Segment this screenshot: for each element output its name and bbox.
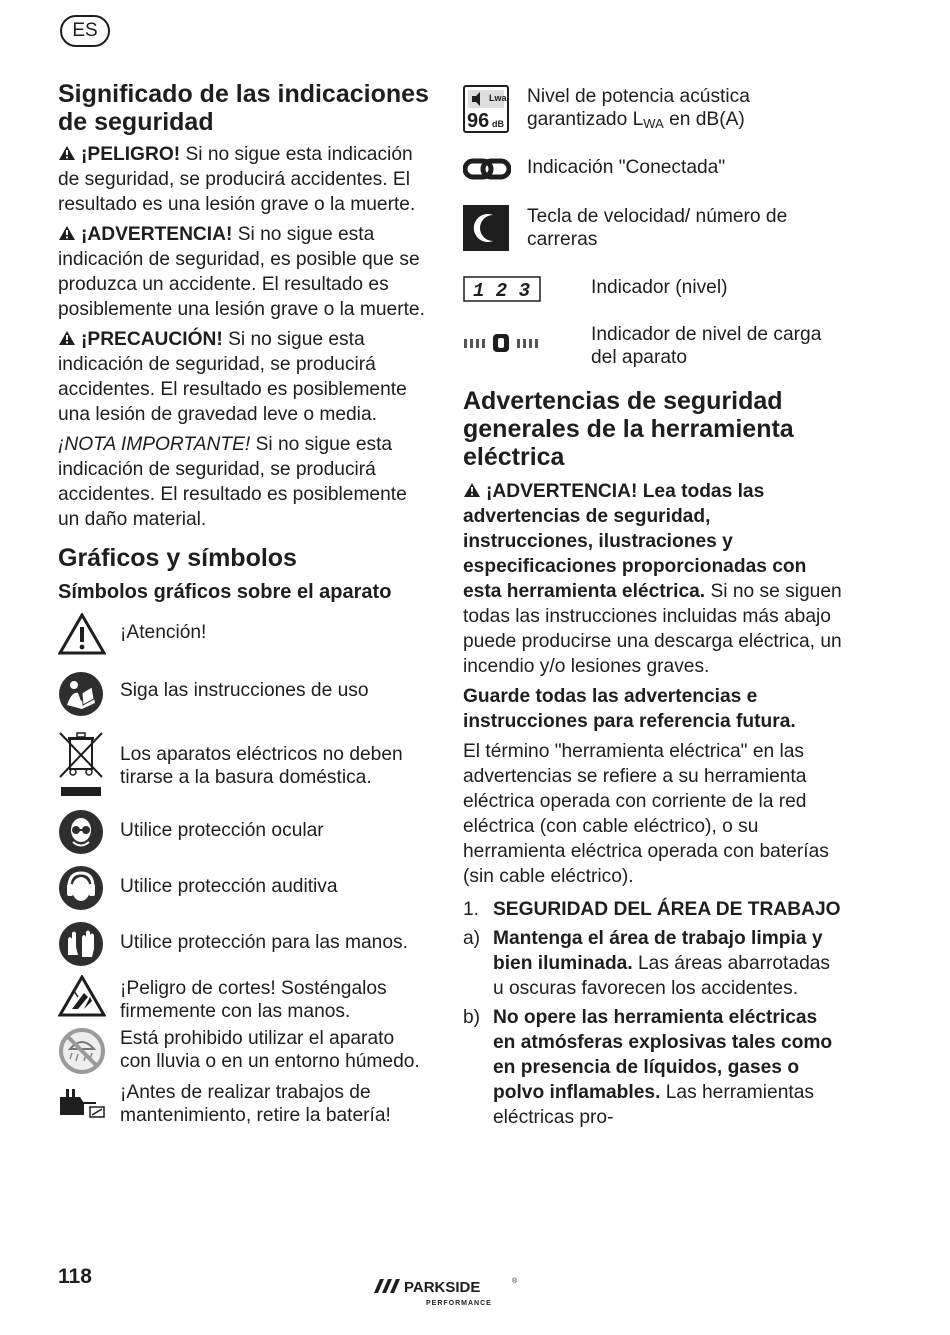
symbol-text: Indicador (nivel): [591, 277, 728, 298]
danger-text: Si no sigue esta indicación de seguridad, se producirá accidentes. El resultado es una lesión grave o la muerte.: [58, 144, 416, 215]
symbol-row-manual: [58, 671, 430, 717]
no-rain-icon: [58, 1027, 106, 1075]
symbol-text: Utilice protección para las manos.: [120, 932, 408, 953]
symbol-row-cut: [58, 975, 430, 1023]
symbol-text: [527, 85, 843, 135]
symbol-row-attention: [58, 613, 430, 655]
list-item: [463, 897, 843, 922]
note-label: ¡NOTA IMPORTANTE!: [58, 434, 251, 455]
sound-unit: dB: [492, 119, 504, 129]
symbol-text: Indicación "Conectada": [527, 157, 726, 178]
term-definition-paragraph: El término "herramienta eléctrica" en las advertencias se refiere a su herramienta eléctrica operada con corriente de la red eléctrica (con cable eléctrico), o su herramienta eléctrica operada con baterías (sin cable eléctrico).: [463, 741, 829, 887]
connected-icon: [463, 156, 511, 182]
caution-text: Si no sigue esta indicación de seguridad, se producirá accidentes. El resultado es posiblemente una lesión de gravedad leve o media.: [58, 329, 407, 425]
symbol-text: Utilice protección auditiva: [120, 876, 338, 897]
keep-instructions-paragraph: Guarde todas las advertencias e instrucciones para referencia futura.: [463, 686, 796, 732]
symbol-text: ¡Antes de realizar trabajos de mantenimiento, retire la batería!: [120, 1082, 391, 1126]
section-title-graphics: Gráficos y símbolos: [58, 544, 297, 572]
read-manual-icon: [58, 671, 104, 717]
symbol-row-battery: [58, 1081, 430, 1127]
caution-paragraph: [58, 327, 430, 427]
symbol-row-hand: [58, 921, 430, 967]
general-warning-label: ¡ADVERTENCIA!: [486, 481, 638, 502]
symbol-text: ¡Atención!: [120, 622, 207, 643]
crossed-bin-icon: [58, 731, 104, 799]
symbol-row-ear: [58, 865, 430, 911]
symbol-row-sound-power: [463, 85, 843, 138]
parkside-logo: [372, 1275, 522, 1316]
item-label: b): [463, 1007, 481, 1028]
logo-sub: PERFORMANCE: [426, 1300, 492, 1307]
list-item: [463, 1005, 843, 1130]
warning-paragraph: [58, 222, 430, 322]
list-item: [463, 926, 843, 1001]
warning-triangle-icon: [58, 225, 76, 241]
sound-text-unit: en dB(A): [663, 109, 745, 130]
logo-brand: PARKSIDE: [404, 1279, 481, 1296]
speed-key-icon: [463, 205, 509, 251]
warning-triangle-icon: [58, 330, 76, 346]
eye-protection-icon: [58, 809, 104, 855]
symbol-row-connected: [463, 156, 843, 187]
note-text: Si no sigue esta indicación de seguridad, se producirá accidentes. El resultado es posiblemente un daño material.: [58, 434, 407, 530]
caution-label: ¡PRECAUCIÓN!: [81, 329, 223, 350]
warning-triangle-icon: [463, 482, 481, 498]
general-warning-bold: Lea todas las advertencias de seguridad, instrucciones, ilustraciones y especificaciones proporcionadas con esta herramienta eléctrica.: [463, 481, 807, 602]
lwa-mark: Lwa: [489, 93, 507, 103]
right-column: [463, 85, 843, 1134]
general-warning-text: Si no se siguen todas las instrucciones incluidas más abajo puede producirse una descarga eléctrica, un incendio y/o lesiones graves.: [463, 581, 842, 677]
warning-text: Si no sigue esta indicación de seguridad, es posible que se produzca un accidente. El resultado es posiblemente una lesión grave o la muerte.: [58, 224, 425, 320]
symbol-text: Está prohibido utilizar el aparato con lluvia o en un entorno húmedo.: [120, 1028, 420, 1072]
danger-paragraph: [58, 142, 430, 217]
safety-items-list: [463, 897, 843, 1130]
symbol-text: Indicador de nivel de carga del aparato: [591, 324, 822, 368]
symbol-text: Los aparatos eléctricos no deben tirarse a la basura doméstica.: [120, 744, 403, 788]
level-digits: 1 2 3: [473, 280, 531, 302]
item-label: 1.: [463, 899, 480, 920]
general-warning-paragraph: [463, 479, 843, 679]
logo-reg: ®: [512, 1278, 518, 1285]
hand-protection-icon: [58, 921, 104, 967]
battery-level-icon: [463, 333, 543, 353]
danger-label: ¡PELIGRO!: [81, 144, 181, 165]
symbol-text: Utilice protección ocular: [120, 820, 324, 841]
sound-subscript: WA: [643, 116, 664, 131]
symbol-text: Siga las instrucciones de uso: [120, 680, 369, 701]
sound-text: Nivel de potencia acústica garantizado L: [527, 86, 750, 130]
symbol-row-speed-key: [463, 205, 843, 256]
item-label: a): [463, 928, 481, 949]
warning-triangle-icon: [58, 145, 76, 161]
symbol-row-battery-level: [463, 323, 843, 369]
symbol-row-eye: [58, 809, 430, 855]
symbol-row-weee: [58, 731, 430, 799]
sound-value: 96: [467, 110, 490, 132]
note-paragraph: [58, 432, 430, 532]
page-number: 118: [58, 1265, 92, 1288]
item-text: Las herramientas eléctricas pro-: [493, 1082, 814, 1128]
symbol-row-rain: [58, 1027, 430, 1075]
left-column: [58, 80, 430, 1135]
attention-triangle-icon: [58, 613, 106, 655]
item-bold: SEGURIDAD DEL ÁREA DE TRABAJO: [493, 899, 841, 920]
section-title-general-warnings: Advertencias de seguridad generales de la herramienta eléctrica: [463, 387, 794, 471]
cut-hazard-icon: [58, 975, 106, 1019]
symbol-text: ¡Peligro de cortes! Sosténgalos firmemente con las manos.: [120, 978, 387, 1022]
symbol-row-level-indicator: [463, 276, 843, 307]
item-text: Las áreas abarrotadas u oscuras favorecen los accidentes.: [493, 953, 830, 999]
remove-battery-icon: [58, 1081, 106, 1121]
language-badge: ES: [60, 15, 110, 47]
warning-label: ¡ADVERTENCIA!: [81, 224, 233, 245]
sound-power-icon: [463, 85, 509, 133]
item-bold: No opere las herramienta eléctricas en atmósferas explosivas tales como en presencia de líquidos, gases o polvo inflamables.: [493, 1007, 833, 1103]
item-bold: Mantenga el área de trabajo limpia y bien iluminada.: [493, 928, 823, 974]
ear-protection-icon: [58, 865, 104, 911]
symbol-text: Tecla de velocidad/ número de carreras: [527, 206, 788, 250]
subsection-title-device-symbols: Símbolos gráficos sobre el aparato: [58, 581, 392, 603]
level-indicator-icon: [463, 276, 541, 302]
section-title-safety-meaning: Significado de las indicaciones de seguridad: [58, 80, 429, 136]
